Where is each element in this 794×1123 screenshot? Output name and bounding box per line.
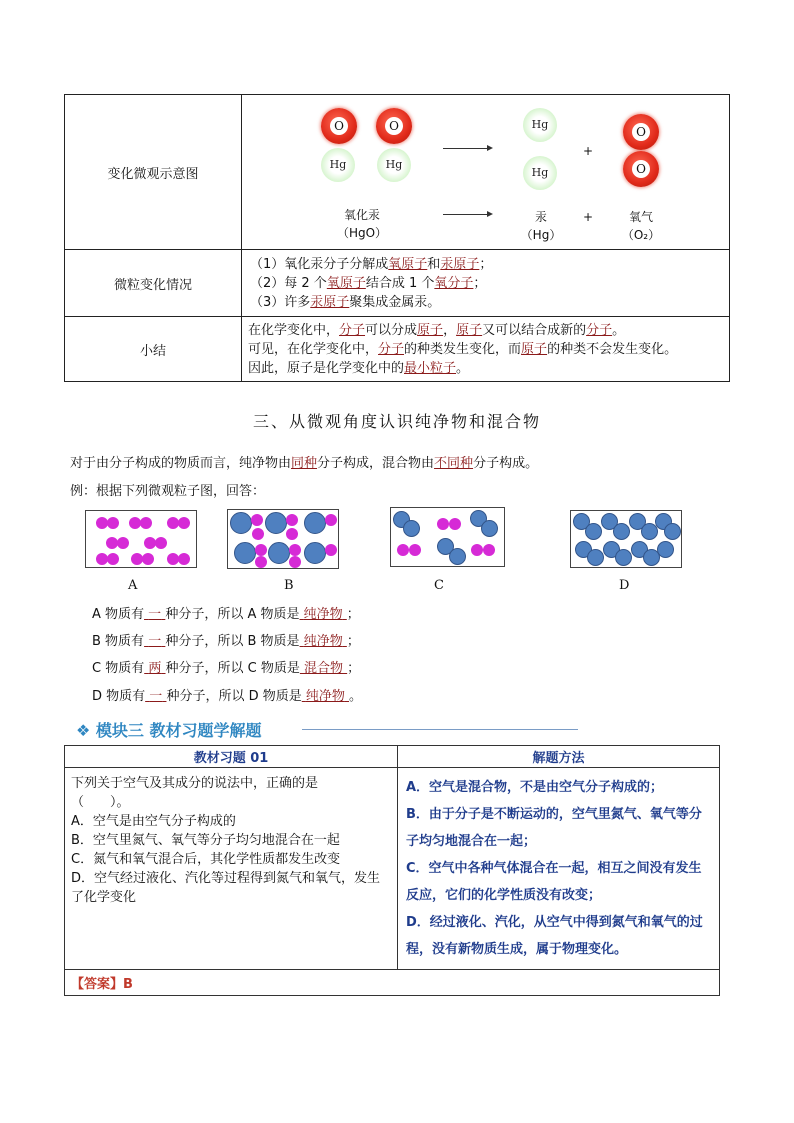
magenta-particle <box>325 514 337 526</box>
answer-cell <box>65 970 720 996</box>
row-label-summary: 小结 <box>65 317 242 382</box>
example-prompt: 例：根据下列微观粒子图，回答： <box>70 484 266 499</box>
magenta-particle <box>255 544 267 556</box>
magenta-particle <box>251 514 263 526</box>
answer-line-b: B 物质有 一 种分子，所以 B 物质是 纯净物 ； <box>92 634 360 649</box>
particle-line-3: （3）许多汞原子聚集成金属汞。 <box>250 294 441 310</box>
particle-box-d <box>570 510 682 568</box>
oxygen-atom: O <box>321 108 357 144</box>
magenta-particle <box>471 544 483 556</box>
answer-line-a: A 物质有 一 种分子，所以 A 物质是 纯净物 ； <box>92 607 360 622</box>
answer-label: 【答案】 <box>71 977 124 992</box>
magenta-particle <box>409 544 421 556</box>
question-cell <box>65 768 398 970</box>
magenta-particle <box>483 544 495 556</box>
option-d: D．空气经过液化、汽化等过程得到氮气和氧气，发生了化学变化 <box>71 871 381 905</box>
magenta-particle <box>289 556 301 568</box>
blue-particle <box>585 523 602 540</box>
magenta-particle <box>178 517 190 529</box>
magenta-particle <box>437 518 449 530</box>
magenta-particle <box>252 528 264 540</box>
particle-box-a <box>85 510 197 568</box>
mercury-atom: Hg <box>523 108 557 142</box>
plus-sign: + <box>583 144 594 158</box>
exercise-table <box>64 745 720 996</box>
product2-name: 氧气 <box>628 210 653 224</box>
mercury-atom: Hg <box>523 156 557 190</box>
particle-box-c <box>390 507 505 567</box>
method-d: D．经过液化、汽化，从空气中得到氮气和氧气的过程，没有新物质生成，属于物理变化。 <box>406 915 703 957</box>
question-stem: 下列关于空气及其成分的说法中，正确的是 <box>71 776 319 791</box>
method-a: A．空气是混合物，不是由空气分子构成的； <box>406 780 664 795</box>
magenta-particle <box>140 517 152 529</box>
blue-particle <box>664 523 681 540</box>
particle-line-1: （1）氧化汞分子分解成氧原子和汞原子； <box>250 256 493 272</box>
summary-line-2: 可见，在化学变化中，分子的种类发生变化，而原子的种类不会发生变化。 <box>248 341 678 357</box>
module-divider <box>302 729 578 730</box>
summary-line-1: 在化学变化中，分子可以分成原子，原子又可以结合成新的分子。 <box>248 322 626 338</box>
mercury-atom: Hg <box>321 148 355 182</box>
product1-formula: （Hg） <box>520 228 562 242</box>
product1-name: 汞 <box>534 210 547 224</box>
method-cell <box>398 768 720 970</box>
magenta-particle <box>107 553 119 565</box>
blue-particle <box>268 542 290 564</box>
blue-particle <box>449 548 466 565</box>
blue-particle <box>657 541 674 558</box>
oxygen-atom: O <box>623 114 659 150</box>
question-blank: （ ）。 <box>71 795 130 810</box>
product2-formula: （O₂） <box>621 228 661 242</box>
blue-particle <box>615 549 632 566</box>
magenta-particle <box>155 537 167 549</box>
oxygen-atom: O <box>376 108 412 144</box>
reaction-arrow <box>443 148 491 149</box>
blue-particle <box>265 512 287 534</box>
box-label-d: D <box>619 578 630 593</box>
box-label-a: A <box>128 578 138 593</box>
blue-particle <box>304 512 326 534</box>
answer-line-d: D 物质有 一 种分子，所以 D 物质是 纯净物 。 <box>92 689 363 704</box>
diamond-icon: ❖ <box>76 721 91 740</box>
section-title: 三、从微观角度认识纯净物和混合物 <box>252 412 541 431</box>
reaction-table <box>64 94 730 382</box>
row-label-particle: 微粒变化情况 <box>65 250 242 317</box>
magenta-particle <box>325 544 337 556</box>
answer-line-c: C 物质有 两 种分子，所以 C 物质是 混合物 ； <box>92 661 361 676</box>
magenta-particle <box>397 544 409 556</box>
blue-particle <box>234 542 256 564</box>
particle-box-b <box>227 509 339 569</box>
particle-line-2: （2）每 2 个氧原子结合成 1 个氧分子； <box>250 275 487 291</box>
summary-cell <box>242 317 730 382</box>
magenta-particle <box>142 553 154 565</box>
option-a: A．空气是由空气分子构成的 <box>71 814 236 829</box>
reactant-name: 氧化汞 <box>343 208 380 222</box>
mercury-atom: Hg <box>377 148 411 182</box>
summary-line-3: 因此，原子是化学变化中的最小粒子。 <box>248 360 470 376</box>
definition-paragraph: 对于由分子构成的物质而言，纯净物由同种分子构成，混合物由不同种分子构成。 <box>70 456 539 471</box>
oxygen-atom: O <box>623 151 659 187</box>
option-b: B．空气里氮气、氧气等分子均匀地混合在一起 <box>71 833 340 848</box>
method-c: C．空气中各种气体混合在一起，相互之间没有发生反应，它们的化学性质没有改变； <box>406 861 702 903</box>
reaction-arrow <box>443 214 491 215</box>
magenta-particle <box>286 514 298 526</box>
blue-particle <box>613 523 630 540</box>
blue-particle <box>481 520 498 537</box>
option-c: C．氮气和氧气混合后，其化学性质都发生改变 <box>71 852 341 867</box>
plus-sign: + <box>583 210 594 224</box>
magenta-particle <box>178 553 190 565</box>
magenta-particle <box>289 544 301 556</box>
blue-particle <box>304 542 326 564</box>
answer-value: B <box>123 977 133 992</box>
reaction-diagram <box>243 96 728 248</box>
magenta-particle <box>107 517 119 529</box>
particle-change-cell <box>242 250 730 317</box>
box-label-b: B <box>284 578 294 593</box>
blue-particle <box>587 549 604 566</box>
reactant-formula: （HgO） <box>336 226 388 240</box>
magenta-particle <box>286 528 298 540</box>
method-b: B．由于分子是不断运动的，空气里氮气、氧气等分子均匀地混合在一起； <box>406 807 702 849</box>
exercise-header: 教材习题 01 <box>65 746 398 768</box>
reaction-diagram-cell <box>242 95 730 250</box>
blue-particle <box>230 512 252 534</box>
module-heading: ❖ 模块三 教材习题学解题 <box>76 721 262 740</box>
method-header: 解题方法 <box>398 746 720 768</box>
magenta-particle <box>255 556 267 568</box>
blue-particle <box>403 520 420 537</box>
box-label-c: C <box>434 578 444 593</box>
magenta-particle <box>117 537 129 549</box>
row-label-diagram: 变化微观示意图 <box>65 95 242 250</box>
magenta-particle <box>449 518 461 530</box>
